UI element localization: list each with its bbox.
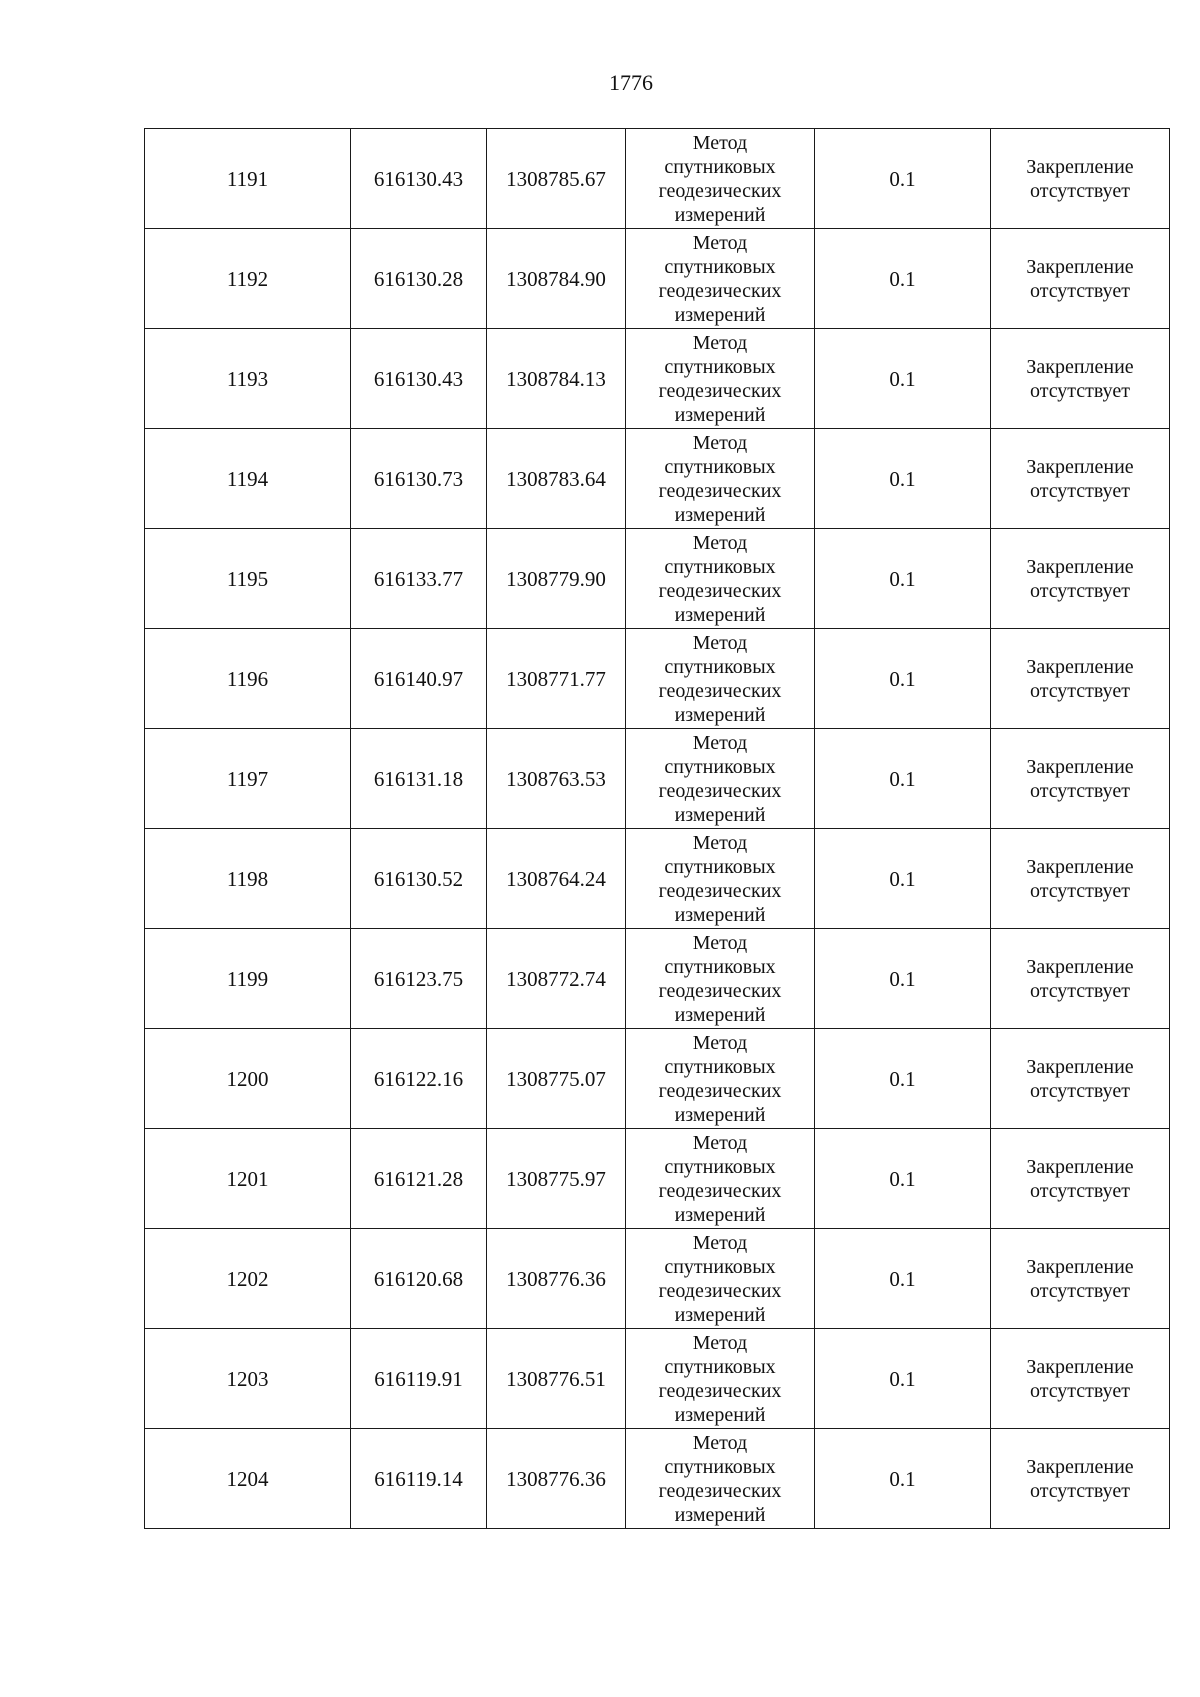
fixing-line: отсутствует <box>1029 179 1131 202</box>
point-number-cell: 1196 <box>145 629 351 729</box>
method-cell <box>626 129 815 229</box>
accuracy-cell: 0.1 <box>815 429 991 529</box>
method-line: измерений <box>674 603 766 626</box>
table-row <box>145 1029 1170 1129</box>
point-number-cell: 1199 <box>145 929 351 1029</box>
y-coordinate-cell: 1308776.36 <box>487 1229 626 1329</box>
accuracy-cell: 0.1 <box>815 1429 991 1529</box>
method-cell <box>626 1329 815 1429</box>
y-coordinate-cell: 1308772.74 <box>487 929 626 1029</box>
table-row <box>145 629 1170 729</box>
accuracy-cell: 0.1 <box>815 729 991 829</box>
y-coordinate-cell: 1308763.53 <box>487 729 626 829</box>
method-line: измерений <box>674 803 766 826</box>
table-body <box>145 129 1170 1529</box>
fixing-line: отсутствует <box>1029 1279 1131 1302</box>
fixing-line: Закрепление <box>1026 655 1134 678</box>
point-number-cell: 1194 <box>145 429 351 529</box>
method-line: Метод <box>692 831 748 854</box>
accuracy-cell: 0.1 <box>815 129 991 229</box>
fixing-line: Закрепление <box>1026 755 1134 778</box>
y-coordinate-cell: 1308783.64 <box>487 429 626 529</box>
method-cell <box>626 1229 815 1329</box>
method-line: геодезических <box>658 779 782 802</box>
method-line: геодезических <box>658 1079 782 1102</box>
method-line: спутниковых <box>664 555 776 578</box>
x-coordinate-cell: 616130.43 <box>351 129 487 229</box>
method-cell <box>626 829 815 929</box>
table-row <box>145 229 1170 329</box>
accuracy-cell: 0.1 <box>815 1029 991 1129</box>
method-line: Метод <box>692 431 748 454</box>
method-line: спутниковых <box>664 355 776 378</box>
method-line: Метод <box>692 931 748 954</box>
point-number-cell: 1200 <box>145 1029 351 1129</box>
method-line: спутниковых <box>664 955 776 978</box>
fixing-line: Закрепление <box>1026 455 1134 478</box>
table-row <box>145 1329 1170 1429</box>
table-row <box>145 329 1170 429</box>
method-line: геодезических <box>658 1179 782 1202</box>
method-line: геодезических <box>658 479 782 502</box>
x-coordinate-cell: 616123.75 <box>351 929 487 1029</box>
x-coordinate-cell: 616131.18 <box>351 729 487 829</box>
point-number-cell: 1202 <box>145 1229 351 1329</box>
y-coordinate-cell: 1308775.07 <box>487 1029 626 1129</box>
point-number-cell: 1204 <box>145 1429 351 1529</box>
method-line: измерений <box>674 303 766 326</box>
fixing-line: отсутствует <box>1029 1379 1131 1402</box>
table-row <box>145 1429 1170 1529</box>
x-coordinate-cell: 616122.16 <box>351 1029 487 1129</box>
method-line: геодезических <box>658 879 782 902</box>
x-coordinate-cell: 616119.91 <box>351 1329 487 1429</box>
method-line: измерений <box>674 1403 766 1426</box>
method-line: Метод <box>692 1231 748 1254</box>
table-row <box>145 529 1170 629</box>
y-coordinate-cell: 1308785.67 <box>487 129 626 229</box>
method-line: измерений <box>674 203 766 226</box>
method-line: геодезических <box>658 1379 782 1402</box>
fixing-cell <box>991 629 1170 729</box>
x-coordinate-cell: 616133.77 <box>351 529 487 629</box>
fixing-line: отсутствует <box>1029 1479 1131 1502</box>
coordinates-table <box>144 128 1170 1529</box>
y-coordinate-cell: 1308764.24 <box>487 829 626 929</box>
table-row <box>145 1129 1170 1229</box>
fixing-cell <box>991 729 1170 829</box>
method-cell <box>626 1429 815 1529</box>
method-line: спутниковых <box>664 1055 776 1078</box>
accuracy-cell: 0.1 <box>815 929 991 1029</box>
point-number-cell: 1193 <box>145 329 351 429</box>
y-coordinate-cell: 1308775.97 <box>487 1129 626 1229</box>
accuracy-cell: 0.1 <box>815 229 991 329</box>
method-line: измерений <box>674 1203 766 1226</box>
method-line: измерений <box>674 1303 766 1326</box>
fixing-line: отсутствует <box>1029 979 1131 1002</box>
fixing-line: отсутствует <box>1029 579 1131 602</box>
y-coordinate-cell: 1308771.77 <box>487 629 626 729</box>
table-row <box>145 829 1170 929</box>
fixing-cell <box>991 129 1170 229</box>
accuracy-cell: 0.1 <box>815 1329 991 1429</box>
method-line: геодезических <box>658 579 782 602</box>
fixing-line: Закрепление <box>1026 855 1134 878</box>
accuracy-cell: 0.1 <box>815 1129 991 1229</box>
table-row <box>145 729 1170 829</box>
accuracy-cell: 0.1 <box>815 529 991 629</box>
page-number: 1776 <box>609 70 653 95</box>
fixing-cell <box>991 1129 1170 1229</box>
method-line: измерений <box>674 1003 766 1026</box>
method-line: спутниковых <box>664 1255 776 1278</box>
fixing-line: Закрепление <box>1026 155 1134 178</box>
point-number-cell: 1198 <box>145 829 351 929</box>
table-row <box>145 429 1170 529</box>
x-coordinate-cell: 616140.97 <box>351 629 487 729</box>
fixing-cell <box>991 229 1170 329</box>
fixing-line: отсутствует <box>1029 479 1131 502</box>
fixing-line: Закрепление <box>1026 1255 1134 1278</box>
method-line: спутниковых <box>664 255 776 278</box>
method-line: Метод <box>692 231 748 254</box>
fixing-line: отсутствует <box>1029 679 1131 702</box>
fixing-line: отсутствует <box>1029 279 1131 302</box>
point-number-cell: 1191 <box>145 129 351 229</box>
method-line: Метод <box>692 1431 748 1454</box>
method-cell <box>626 1029 815 1129</box>
point-number-cell: 1203 <box>145 1329 351 1429</box>
method-line: измерений <box>674 903 766 926</box>
method-line: Метод <box>692 731 748 754</box>
accuracy-cell: 0.1 <box>815 329 991 429</box>
method-line: Метод <box>692 1331 748 1354</box>
accuracy-cell: 0.1 <box>815 829 991 929</box>
x-coordinate-cell: 616120.68 <box>351 1229 487 1329</box>
fixing-cell <box>991 1229 1170 1329</box>
method-line: спутниковых <box>664 1155 776 1178</box>
method-line: геодезических <box>658 1279 782 1302</box>
method-line: Метод <box>692 331 748 354</box>
method-line: измерений <box>674 503 766 526</box>
method-line: спутниковых <box>664 655 776 678</box>
y-coordinate-cell: 1308784.13 <box>487 329 626 429</box>
y-coordinate-cell: 1308776.51 <box>487 1329 626 1429</box>
method-line: геодезических <box>658 279 782 302</box>
accuracy-cell: 0.1 <box>815 629 991 729</box>
method-line: геодезических <box>658 179 782 202</box>
table-row <box>145 929 1170 1029</box>
fixing-line: отсутствует <box>1029 879 1131 902</box>
fixing-line: отсутствует <box>1029 1179 1131 1202</box>
method-cell <box>626 729 815 829</box>
y-coordinate-cell: 1308776.36 <box>487 1429 626 1529</box>
method-line: измерений <box>674 1103 766 1126</box>
fixing-line: Закрепление <box>1026 955 1134 978</box>
method-line: спутниковых <box>664 855 776 878</box>
x-coordinate-cell: 616130.73 <box>351 429 487 529</box>
point-number-cell: 1201 <box>145 1129 351 1229</box>
fixing-line: Закрепление <box>1026 555 1134 578</box>
y-coordinate-cell: 1308779.90 <box>487 529 626 629</box>
method-line: спутниковых <box>664 1455 776 1478</box>
fixing-line: Закрепление <box>1026 355 1134 378</box>
fixing-cell <box>991 929 1170 1029</box>
fixing-cell <box>991 1429 1170 1529</box>
point-number-cell: 1197 <box>145 729 351 829</box>
method-line: геодезических <box>658 679 782 702</box>
method-line: Метод <box>692 531 748 554</box>
method-cell <box>626 429 815 529</box>
fixing-cell <box>991 429 1170 529</box>
method-line: Метод <box>692 1031 748 1054</box>
table-row <box>145 129 1170 229</box>
fixing-line: Закрепление <box>1026 1155 1134 1178</box>
fixing-cell <box>991 1029 1170 1129</box>
fixing-line: отсутствует <box>1029 379 1131 402</box>
method-line: измерений <box>674 1503 766 1526</box>
x-coordinate-cell: 616130.28 <box>351 229 487 329</box>
fixing-cell <box>991 529 1170 629</box>
x-coordinate-cell: 616130.52 <box>351 829 487 929</box>
method-cell <box>626 529 815 629</box>
method-cell <box>626 329 815 429</box>
method-cell <box>626 229 815 329</box>
accuracy-cell: 0.1 <box>815 1229 991 1329</box>
fixing-line: отсутствует <box>1029 1079 1131 1102</box>
method-cell <box>626 929 815 1029</box>
method-line: спутниковых <box>664 755 776 778</box>
fixing-line: Закрепление <box>1026 1455 1134 1478</box>
method-cell <box>626 1129 815 1229</box>
point-number-cell: 1195 <box>145 529 351 629</box>
method-line: спутниковых <box>664 155 776 178</box>
method-line: Метод <box>692 1131 748 1154</box>
method-line: геодезических <box>658 379 782 402</box>
fixing-line: отсутствует <box>1029 779 1131 802</box>
method-line: измерений <box>674 403 766 426</box>
fixing-cell <box>991 829 1170 929</box>
x-coordinate-cell: 616130.43 <box>351 329 487 429</box>
x-coordinate-cell: 616119.14 <box>351 1429 487 1529</box>
table-row <box>145 1229 1170 1329</box>
fixing-cell <box>991 329 1170 429</box>
y-coordinate-cell: 1308784.90 <box>487 229 626 329</box>
method-line: геодезических <box>658 1479 782 1502</box>
point-number-cell: 1192 <box>145 229 351 329</box>
fixing-line: Закрепление <box>1026 1055 1134 1078</box>
method-cell <box>626 629 815 729</box>
method-line: спутниковых <box>664 1355 776 1378</box>
x-coordinate-cell: 616121.28 <box>351 1129 487 1229</box>
method-line: измерений <box>674 703 766 726</box>
method-line: Метод <box>692 131 748 154</box>
fixing-cell <box>991 1329 1170 1429</box>
method-line: Метод <box>692 631 748 654</box>
fixing-line: Закрепление <box>1026 255 1134 278</box>
method-line: геодезических <box>658 979 782 1002</box>
method-line: спутниковых <box>664 455 776 478</box>
fixing-line: Закрепление <box>1026 1355 1134 1378</box>
